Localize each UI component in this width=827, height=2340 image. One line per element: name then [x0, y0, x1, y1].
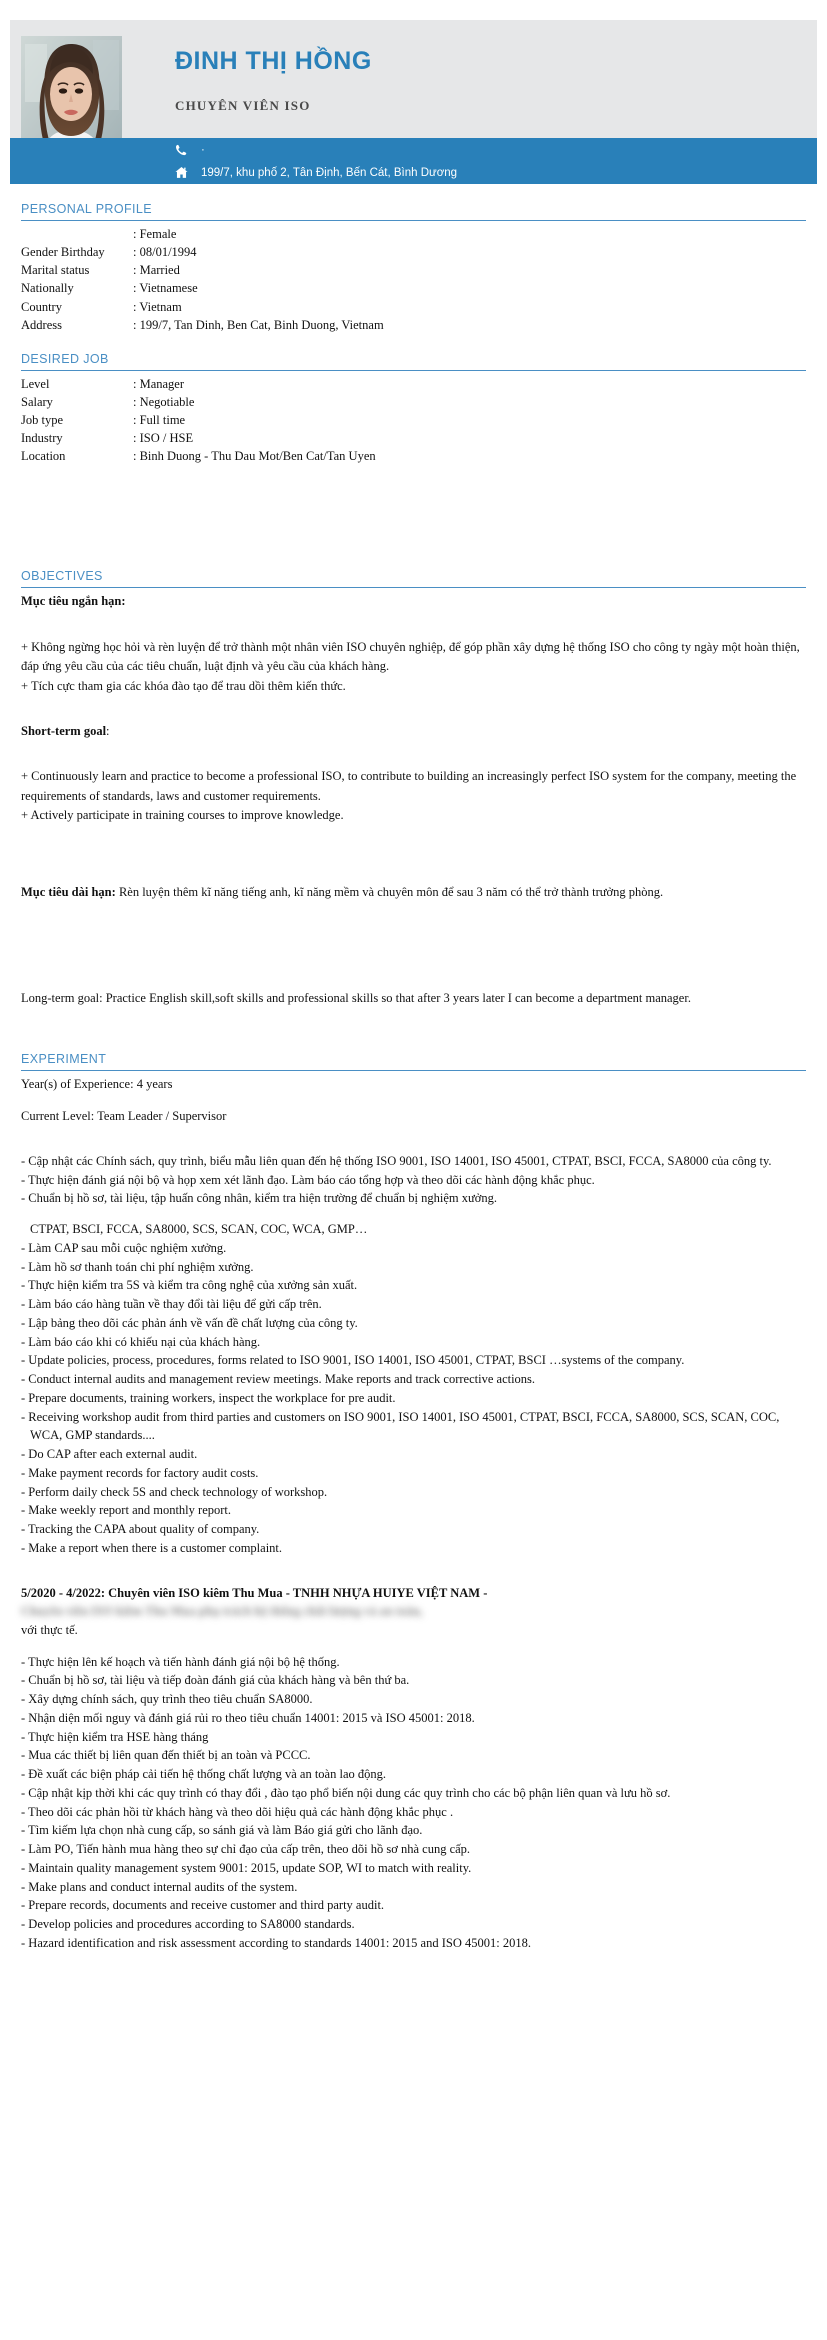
list-item: - Thực hiện đánh giá nội bộ và họp xem xét lãnh đạo. Làm báo cáo tổng hợp và theo dõi các hành động khắc phục.: [21, 1172, 595, 1187]
objectives-short-term-en-2: + Actively participate in training courses to improve knowledge.: [21, 808, 344, 822]
standards-line: CTPAT, BSCI, FCCA, SA8000, SCS, SCAN, COC, WCA, GMP…: [30, 1222, 368, 1237]
section-divider: [21, 370, 806, 371]
row-label: Nationally: [21, 281, 74, 296]
list-item: - Xây dựng chính sách, quy trình theo tiêu chuẩn SA8000.: [21, 1692, 313, 1706]
list-item: - Develop policies and procedures according to SA8000 standards.: [21, 1917, 355, 1931]
spacer: [21, 612, 806, 638]
list-item: - Conduct internal audits and management review meetings. Make reports and track corrective actions.: [21, 1372, 536, 1387]
row-label: Gender Birthday: [21, 245, 105, 260]
section-title-personal-profile: PERSONAL PROFILE: [21, 202, 152, 216]
row-label: Location: [21, 449, 66, 464]
row-value: : Full time: [133, 413, 186, 427]
table-row: [21, 447, 376, 465]
row-label: Marital status: [21, 263, 90, 278]
row-label: Job type: [21, 413, 64, 427]
list-item: - Đề xuất các biện pháp cải tiến hệ thống chất lượng và an toàn lao động.: [21, 1767, 386, 1781]
phone-value: ·: [201, 143, 205, 156]
objectives-short-term-vi-heading: Mục tiêu ngắn hạn:: [21, 594, 126, 609]
row-label: Industry: [21, 431, 63, 446]
table-row: [21, 316, 384, 334]
row-label: [21, 225, 133, 243]
spacer: [21, 1558, 806, 1584]
list-item: - Hazard identification and risk assessment according to standards 14001: 2015 and ISO 45001: 2018.: [21, 1935, 531, 1950]
desired-job-table: [21, 375, 376, 466]
list-item: - Prepare documents, training workers, inspect the workplace for pre audit.: [21, 1390, 396, 1405]
row-value: : Married: [133, 263, 180, 278]
list-item: - Prepare records, documents and receive customer and third party audit.: [21, 1898, 385, 1913]
objectives-long-term-vi-text: Rèn luyện thêm kĩ năng tiếng anh, kĩ năng mềm và chuyên môn để sau 3 năm có thể trở thành trưởng phòng.: [118, 885, 664, 900]
row-value: : 199/7, Tan Dinh, Ben Cat, Binh Duong, Vietnam: [133, 317, 384, 332]
spacer: [21, 465, 806, 551]
table-row: [21, 411, 376, 429]
list-item: - Mua các thiết bị liên quan đến thiết bị an toàn và PCCC.: [21, 1748, 311, 1763]
list-item: - Update policies, process, procedures, forms related to ISO 9001, ISO 14001, ISO 45001, CTPAT, BSCI …systems of the company.: [21, 1353, 685, 1368]
table-row: [21, 393, 376, 411]
contact-row-address: [175, 161, 817, 184]
list-item: - Cập nhật kịp thời khi các quy trình có thay đổi , đào tạo phổ biến nội dung các quy trình cho các bộ phận liên quan và lưu hồ sơ.: [21, 1785, 671, 1800]
section-experiment: [21, 1034, 806, 1976]
objectives-short-term-en-1: + Continuously learn and practice to become a professional ISO, to contribute to building an increasingly perfect ISO system for the company, meeting the requirements of standards, laws and customer requirements.: [21, 769, 797, 803]
phone-icon: [175, 143, 201, 156]
spacer: [21, 1641, 806, 1653]
experience-bullets-group-2: [21, 1239, 806, 1558]
row-label: Country: [21, 299, 62, 314]
experience-bullets-group-1: [21, 1152, 806, 1208]
list-item: - Làm PO, Tiến hành mua hàng theo sự chỉ đạo của cấp trên, theo dõi hồ sơ nhà cung cấp.: [21, 1842, 471, 1856]
table-row: [21, 243, 384, 261]
row-label: Level: [21, 376, 50, 391]
row-value: : 08/01/1994: [133, 245, 197, 260]
section-objectives: [21, 551, 806, 1034]
list-item: - Làm hồ sơ thanh toán chi phí nghiệm xưởng.: [21, 1259, 254, 1274]
row-value: : Vietnamese: [133, 281, 198, 296]
list-item: - Thực hiện kiểm tra HSE hàng tháng: [21, 1729, 209, 1744]
experience-standards-line-wrap: [21, 1220, 806, 1239]
list-item: - Làm CAP sau mỗi cuộc nghiệm xưởng.: [21, 1240, 227, 1255]
row-value: : Binh Duong - Thu Dau Mot/Ben Cat/Tan Uyen: [133, 449, 376, 464]
spacer: [21, 1953, 806, 1977]
list-item: - Receiving workshop audit from third parties and customers on ISO 9001, ISO 14001, ISO 45001, CTPAT, BSCI, FCCA, SA8000, SCS, SCAN, COC, WCA, GMP standards....: [21, 1409, 780, 1443]
job-entry-heading-line3: với thực tế.: [21, 1623, 78, 1638]
experience-bullets-group-3: [21, 1653, 806, 1953]
list-item: - Chuẩn bị hồ sơ, tài liệu, tập huấn công nhân, kiểm tra hiện trường để chuẩn bị nghiệm xưởng.: [21, 1191, 497, 1206]
list-item: - Do CAP after each external audit.: [21, 1447, 198, 1462]
row-value: : Female: [133, 227, 177, 241]
job-entry-heading-obscured: Chuyên viên ISO kiêm Thu Mua phụ trách hệ thống chất lượng và an toàn,: [21, 1604, 423, 1619]
spacer: [21, 741, 806, 767]
section-divider: [21, 587, 806, 588]
section-title-experiment: EXPERIMENT: [21, 1052, 107, 1067]
row-value: : Negotiable: [133, 394, 195, 409]
cv-job-title: CHUYÊN VIÊN ISO: [175, 97, 311, 113]
current-level: Current Level: Team Leader / Supervisor: [21, 1108, 227, 1123]
home-icon: [175, 166, 201, 179]
row-value: : Manager: [133, 376, 185, 391]
list-item: - Thực hiện lên kế hoạch và tiến hành đánh giá nội bộ hệ thống.: [21, 1654, 340, 1669]
objectives-short-term-en-heading-suffix: :: [106, 723, 110, 738]
section-divider: [21, 220, 806, 221]
spacer: [21, 1126, 806, 1152]
section-divider: [21, 1070, 806, 1071]
list-item: - Make a report when there is a customer complaint.: [21, 1540, 283, 1555]
table-row: [21, 225, 384, 243]
list-item: - Chuẩn bị hồ sơ, tài liệu và tiếp đoàn đánh giá của khách hàng và bên thứ ba.: [21, 1673, 410, 1688]
years-of-experience: Year(s) of Experience: 4 years: [21, 1077, 173, 1092]
contact-row-phone: [175, 138, 817, 161]
personal-profile-table: [21, 225, 384, 334]
table-row: [21, 298, 384, 316]
list-item: - Tìm kiếm lựa chọn nhà cung cấp, so sánh giá và làm Báo giá gửi cho lãnh đạo.: [21, 1823, 423, 1838]
page-title: ĐINH THỊ HỒNG: [175, 47, 372, 75]
address-value: 199/7, khu phố 2, Tân Định, Bến Cát, Bình Dương: [201, 166, 458, 179]
spacer: [21, 1008, 806, 1034]
objectives-long-term-en: Long-term goal: Practice English skill,soft skills and professional skills so that after 3 years later I can become a department manager.: [21, 990, 691, 1005]
row-label: Salary: [21, 394, 53, 409]
table-row: [21, 375, 376, 393]
objectives-short-term-en-heading-line: [21, 722, 806, 741]
objectives-short-term-vi-2: + Tích cực tham gia các khóa đào tạo để trau dồi thêm kiến thức.: [21, 678, 346, 693]
objectives-short-term-en-heading: Short-term goal: [21, 723, 107, 738]
list-item: - Make plans and conduct internal audits of the system.: [21, 1879, 298, 1894]
list-item: - Làm báo cáo khi có khiếu nại của khách hàng.: [21, 1334, 261, 1349]
table-row: [21, 429, 376, 447]
spacer: [21, 1208, 806, 1220]
section-desired-job: [21, 334, 806, 552]
list-item: - Perform daily check 5S and check technology of workshop.: [21, 1484, 328, 1499]
list-item: - Make payment records for factory audit costs.: [21, 1465, 259, 1480]
list-item: - Làm báo cáo hàng tuần về thay đổi tài liệu để gửi cấp trên.: [21, 1297, 322, 1312]
objectives-long-term-vi-heading: Mục tiêu dài hạn:: [21, 885, 116, 900]
cv-header: [10, 20, 817, 138]
table-row: [21, 279, 384, 297]
spacer: [21, 825, 806, 883]
spacer: [21, 1095, 806, 1107]
spacer: [21, 903, 806, 989]
spacer: [21, 696, 806, 722]
row-value: : ISO / HSE: [133, 431, 194, 446]
list-item: - Maintain quality management system 9001: 2015, update SOP, WI to match with reality.: [21, 1860, 472, 1875]
table-row: [21, 261, 384, 279]
job-entry-heading: 5/2020 - 4/2022: Chuyên viên ISO kiêm Thu Mua - TNHH NHỰA HUIYE VIỆT NAM -: [21, 1585, 488, 1600]
list-item: - Lập bảng theo dõi các phản ánh về vấn đề chất lượng của công ty.: [21, 1315, 358, 1330]
section-personal-profile: [21, 184, 806, 334]
list-item: - Thực hiện kiểm tra 5S và kiểm tra công nghệ của xưởng sản xuất.: [21, 1278, 358, 1293]
row-label: Address: [21, 317, 62, 332]
objectives-long-term-vi: [21, 883, 806, 902]
objectives-short-term-vi-1: + Không ngừng học hỏi và rèn luyện để trở thành một nhân viên ISO chuyên nghiệp, để góp phần xây dựng hệ thống ISO cho công ty ngày một hoàn thiện, đáp ứng yêu cầu của các tiêu chuẩn, luật định và yêu cầu của khách hàng.: [21, 639, 800, 674]
section-title-desired-job: DESIRED JOB: [21, 351, 109, 366]
list-item: - Nhận diện mối nguy và đánh giá rủi ro theo tiêu chuẩn 14001: 2015 và ISO 45001: 2018.: [21, 1710, 475, 1725]
list-item: - Tracking the CAPA about quality of company.: [21, 1522, 260, 1537]
list-item: - Make weekly report and monthly report.: [21, 1503, 232, 1518]
section-title-objectives: OBJECTIVES: [21, 569, 103, 584]
row-value: : Vietnam: [133, 299, 182, 314]
contact-bar: [10, 138, 817, 184]
list-item: - Cập nhật các Chính sách, quy trình, biểu mẫu liên quan đến hệ thống ISO 9001, ISO 14001, ISO 45001, CTPAT, BSCI, FCCA, SA8000 của công ty.: [21, 1153, 772, 1168]
list-item: - Theo dõi các phản hồi từ khách hàng và theo dõi hiệu quả các hành động khắc phục .: [21, 1804, 454, 1819]
